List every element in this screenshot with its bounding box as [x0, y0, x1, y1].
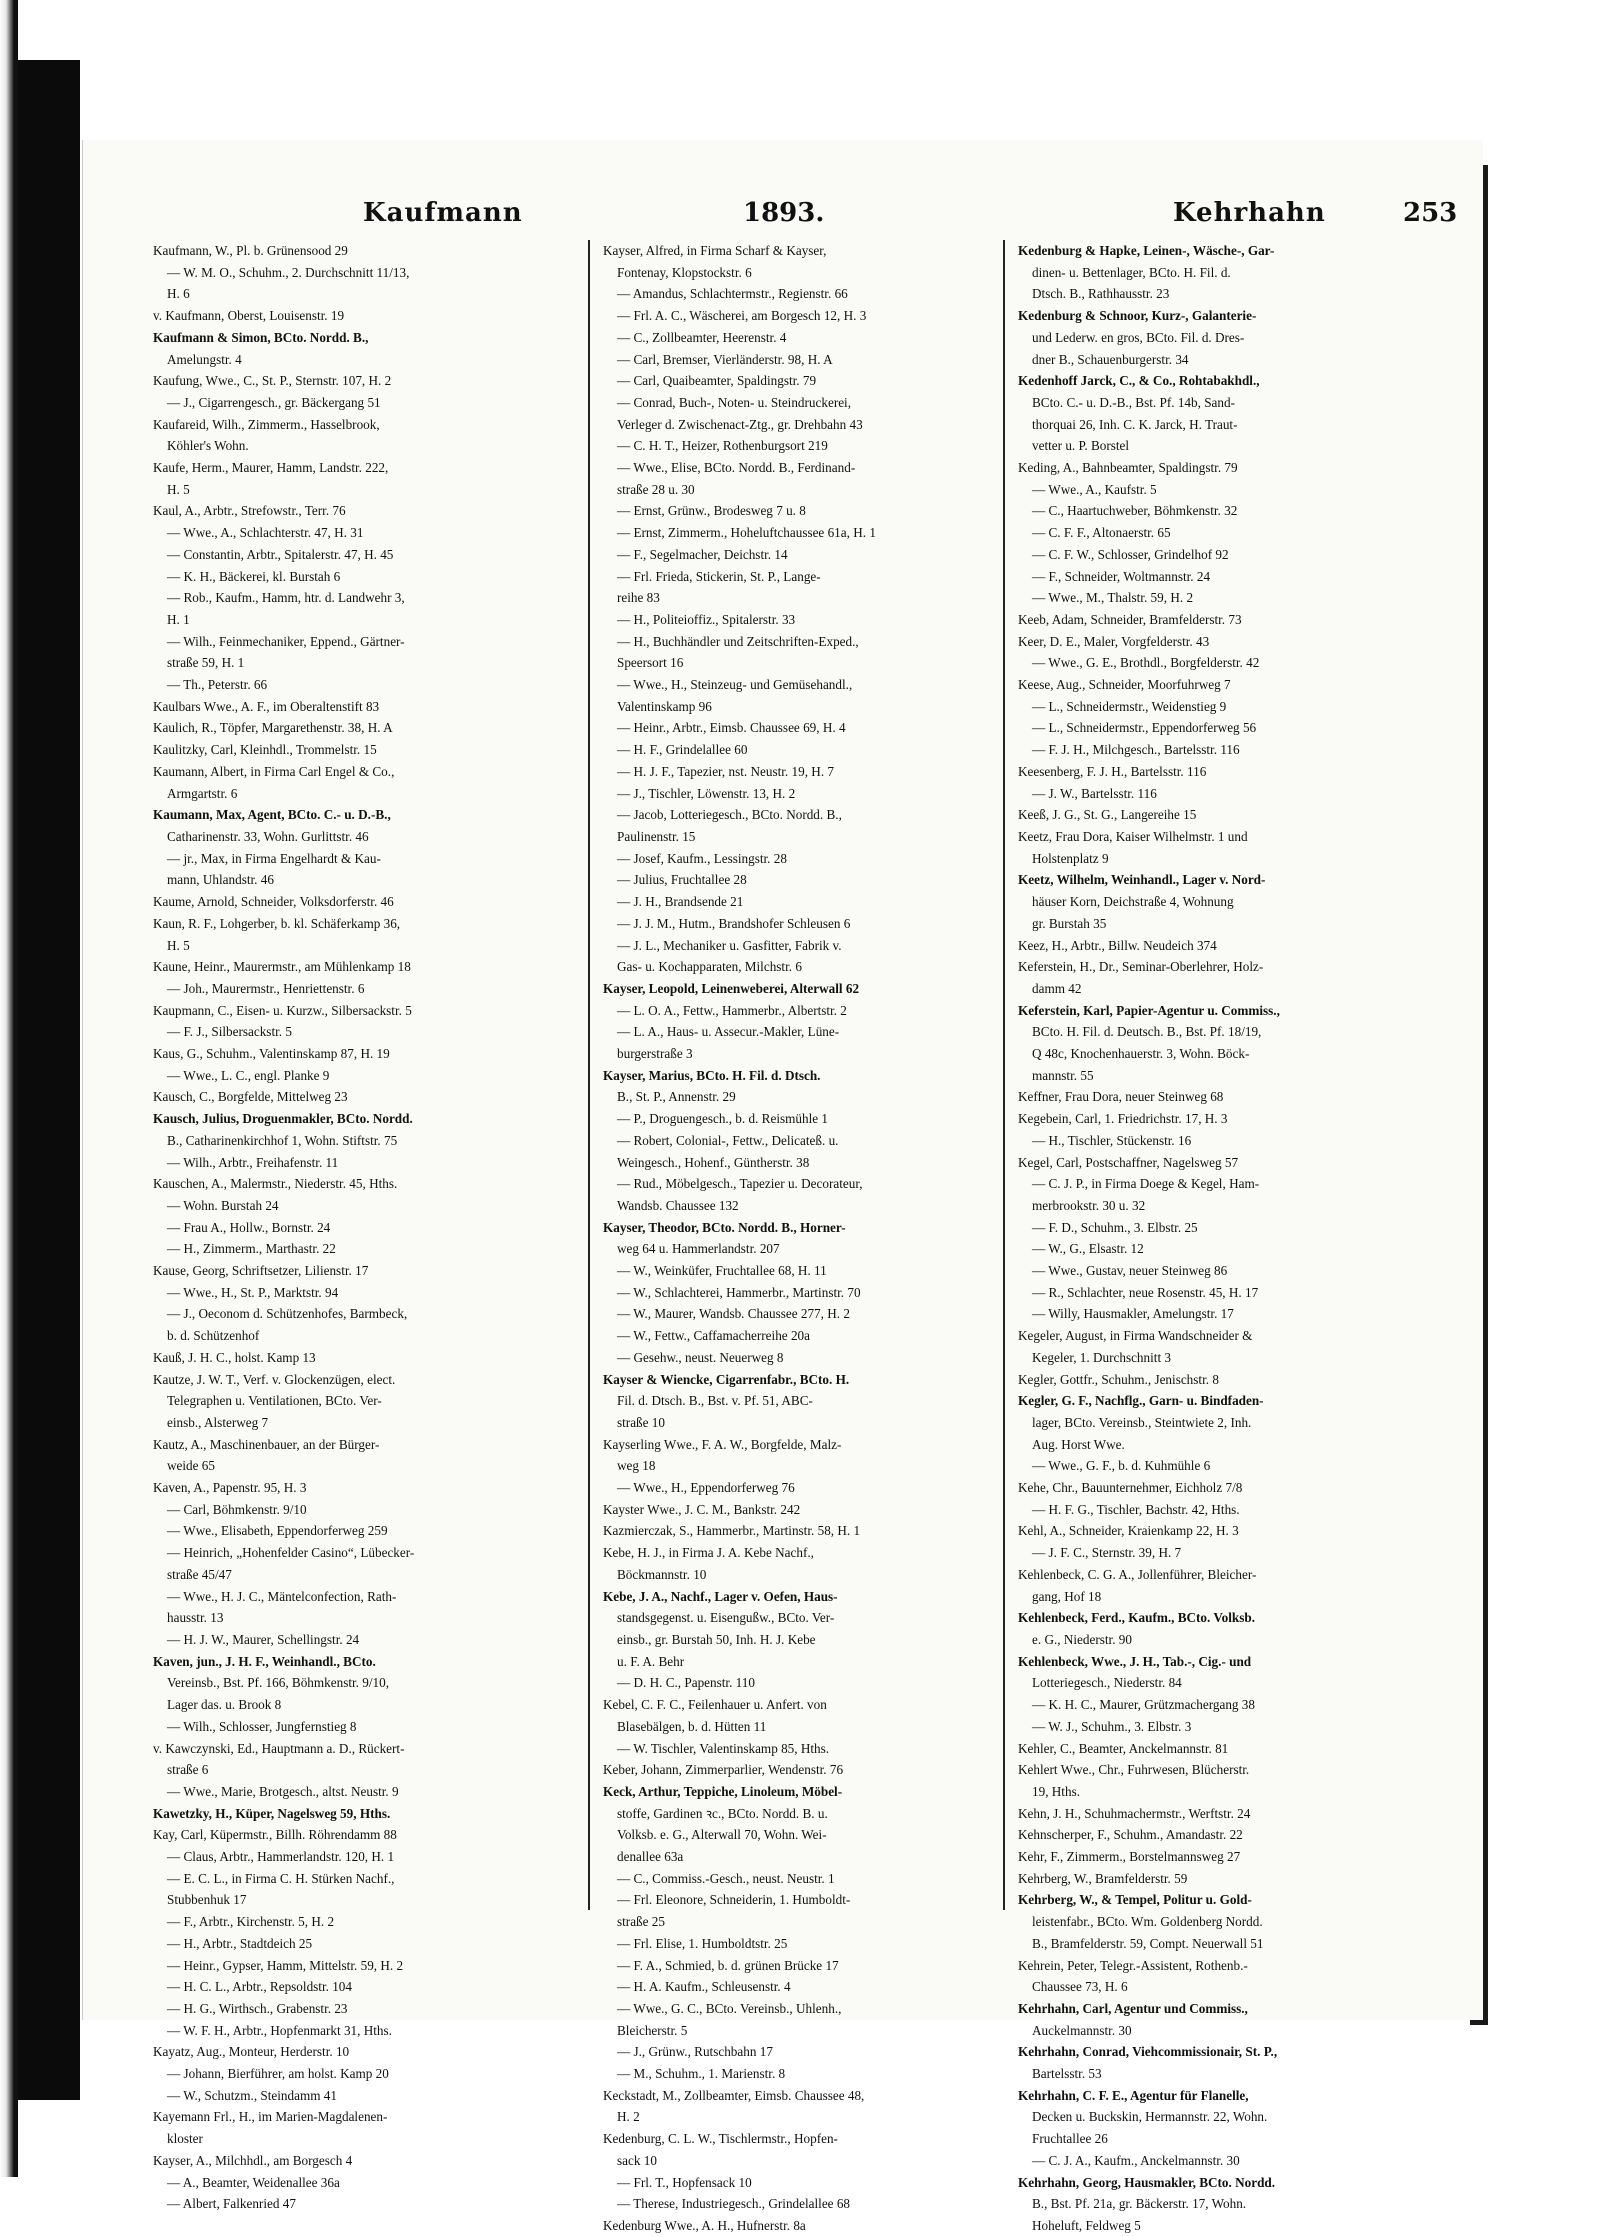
directory-entry: Paulinenstr. 15: [617, 828, 696, 844]
directory-entry: Kebel, C. F. C., Feilenhauer u. Anfert. von: [603, 1697, 827, 1713]
directory-entry: Kaven, A., Papenstr. 95, H. 3: [153, 1480, 307, 1496]
directory-entry: mannstr. 55: [1032, 1067, 1094, 1083]
directory-entry: burgerstraße 3: [617, 1046, 693, 1062]
directory-entry: — Wwe., H., Steinzeug- und Gemüsehandl.,: [617, 677, 853, 693]
directory-entry: — H., Zimmerm., Marthastr. 22: [167, 1241, 336, 1257]
column-2: [603, 240, 1013, 2233]
directory-entry: Kehrhahn, Carl, Agentur und Commiss.,: [1018, 2000, 1248, 2016]
directory-entry: — J. J. M., Hutm., Brandshofer Schleusen 6: [617, 915, 851, 931]
directory-entry: — H. J. F., Tapezier, nst. Neustr. 19, H. 7: [617, 763, 835, 779]
directory-entry: Stubbenhuk 17: [167, 1892, 247, 1908]
directory-entry: Kegebein, Carl, 1. Friedrichstr. 17, H. 3: [1018, 1111, 1228, 1127]
directory-entry: — Gesehw., neust. Neuerweg 8: [617, 1349, 784, 1365]
directory-entry: — W. J., Schuhm., 3. Elbstr. 3: [1032, 1718, 1192, 1734]
directory-entry: — Willy, Hausmakler, Amelungstr. 17: [1032, 1306, 1234, 1322]
directory-entry: Kayser, A., Milchhdl., am Borgesch 4: [153, 2152, 353, 2168]
directory-entry: — Wwe., G. E., Brothdl., Borgfelderstr. 42: [1032, 655, 1260, 671]
directory-entry: — H. F., Grindelallee 60: [617, 742, 748, 758]
directory-entry: Decken u. Buckskin, Hermannstr. 22, Wohn.: [1032, 2109, 1268, 2125]
directory-entry: Amelungstr. 4: [167, 351, 242, 367]
directory-entry: — F. J. H., Milchgesch., Bartelsstr. 116: [1032, 742, 1240, 758]
directory-entry: Kedenburg & Hapke, Leinen-, Wäsche-, Gar-: [1018, 243, 1275, 258]
directory-entry: Kaumann, Albert, in Firma Carl Engel & Co.,: [153, 763, 395, 779]
directory-entry: — J., Cigarrengesch., gr. Bäckergang 51: [167, 394, 381, 410]
directory-entry: — J. L., Mechaniker u. Gasfitter, Fabrik v.: [617, 937, 842, 953]
directory-entry: — Wwe., H., Eppendorferweg 76: [617, 1480, 795, 1496]
header-right-catchword: Kehrhahn: [1173, 198, 1326, 228]
directory-entry: Kaufung, Wwe., C., St. P., Sternstr. 107, H. 2: [153, 373, 392, 389]
directory-entry: Kawetzky, H., Küper, Nagelsweg 59, Hths.: [153, 1805, 391, 1821]
directory-entry: Kehler, C., Beamter, Anckelmannstr. 81: [1018, 1740, 1229, 1756]
directory-entry: Keeß, J. G., St. G., Langereihe 15: [1018, 807, 1197, 823]
directory-entry: standsgegenst. u. Eisengußw., BCto. Ver-: [617, 1610, 835, 1626]
directory-entry: — J., Oeconom d. Schützenhofes, Barmbeck,: [167, 1306, 408, 1322]
directory-entry: Kegel, Carl, Postschaffner, Nagelsweg 57: [1018, 1154, 1239, 1170]
directory-entry: b. d. Schützenhof: [167, 1328, 260, 1344]
directory-entry: Kayserling Wwe., F. A. W., Borgfelde, Malz-: [603, 1436, 842, 1452]
directory-entry: Kautz, A., Maschinenbauer, an der Bürger-: [153, 1436, 380, 1452]
directory-entry: Aug. Horst Wwe.: [1032, 1436, 1125, 1452]
directory-entry: Keetz, Frau Dora, Kaiser Wilhelmstr. 1 und: [1018, 828, 1248, 844]
directory-entry: — Conrad, Buch-, Noten- u. Steindruckerei,: [617, 394, 852, 410]
directory-entry: kloster: [167, 2131, 203, 2147]
directory-entry: — Wilh., Arbtr., Freihafenstr. 11: [167, 1154, 339, 1170]
directory-entry: einsb., gr. Burstah 50, Inh. H. J. Kebe: [617, 1632, 816, 1647]
directory-entry: Kayser & Wiencke, Cigarrenfabr., BCto. H.: [603, 1371, 850, 1387]
directory-entry: Blasebälgen, b. d. Hütten 11: [617, 1718, 767, 1734]
directory-entry: H. 5: [167, 481, 190, 497]
directory-entry: — Wohn. Burstah 24: [167, 1197, 279, 1213]
directory-entry: sack 10: [617, 2152, 657, 2168]
directory-entry: Kaumann, Max, Agent, BCto. C.- u. D.-B.,: [153, 807, 391, 823]
directory-entry: — C., Haartuchweber, Böhmkenstr. 32: [1032, 503, 1238, 519]
directory-entry: stoffe, Gardinen ꝛc., BCto. Nordd. B. u.: [617, 1805, 828, 1821]
directory-entry: — Wilh., Feinmechaniker, Eppend., Gärtner-: [167, 633, 405, 649]
directory-entry: — W. M. O., Schuhm., 2. Durchschnitt 11/13,: [167, 264, 410, 280]
directory-entry: Keck, Arthur, Teppiche, Linoleum, Möbel-: [603, 1783, 843, 1799]
column-3: [1018, 240, 1438, 2233]
directory-entry: — E. C. L., in Firma C. H. Stürken Nachf.,: [167, 1870, 395, 1886]
directory-entry: Kaufmann, W., Pl. b. Grünensood 29: [153, 243, 348, 258]
directory-entry: H. 5: [167, 937, 190, 953]
directory-entry: — W., G., Elsastr. 12: [1032, 1241, 1144, 1257]
directory-entry: Kehrhahn, Conrad, Viehcommissionair, St. P.,: [1018, 2044, 1278, 2060]
column-divider-1: [588, 240, 590, 1910]
directory-entry: Kedenburg Wwe., A. H., Hufnerstr. 8a: [603, 2217, 806, 2233]
directory-entry: — Joh., Maurermstr., Henriettenstr. 6: [167, 980, 365, 996]
directory-entry: — Wwe., H., St. P., Marktstr. 94: [167, 1284, 339, 1300]
directory-entry: — Wwe., Gustav, neuer Steinweg 86: [1032, 1263, 1228, 1279]
directory-entry: — J. H., Brandsende 21: [617, 894, 744, 910]
directory-entry: Kaume, Arnold, Schneider, Volksdorferstr. 46: [153, 894, 394, 910]
directory-entry: — H. J. W., Maurer, Schellingstr. 24: [167, 1632, 360, 1647]
directory-entry: — F., Schneider, Woltmannstr. 24: [1032, 568, 1211, 584]
directory-entry: — Rob., Kaufm., Hamm, htr. d. Landwehr 3,: [167, 590, 405, 606]
directory-entry: — H. G., Wirthsch., Grabenstr. 23: [167, 2000, 348, 2016]
directory-entry: Kehrhahn, C. F. E., Agentur für Flanelle,: [1018, 2087, 1249, 2103]
directory-entry: hausstr. 13: [167, 1610, 224, 1626]
directory-entry: Kehrberg, W., Bramfelderstr. 59: [1018, 1870, 1188, 1886]
directory-entry: — C. F. W., Schlosser, Grindelhof 92: [1032, 546, 1229, 562]
directory-entry: Holstenplatz 9: [1032, 850, 1109, 866]
column-divider-2: [1003, 240, 1005, 1910]
directory-entry: — W., Weinküfer, Fruchtallee 68, H. 11: [617, 1263, 827, 1279]
directory-entry: — Claus, Arbtr., Hammerlandstr. 120, H. 1: [167, 1849, 395, 1865]
directory-entry: — W. F. H., Arbtr., Hopfenmarkt 31, Hths.: [167, 2022, 392, 2038]
directory-entry: Kehe, Chr., Bauunternehmer, Eichholz 7/8: [1018, 1480, 1243, 1496]
directory-entry: Kayster Wwe., J. C. M., Bankstr. 242: [603, 1501, 801, 1517]
directory-entry: — Wwe., Elise, BCto. Nordd. B., Ferdinand-: [617, 460, 856, 476]
directory-entry: Kehlenbeck, Ferd., Kaufm., BCto. Volksb.: [1018, 1610, 1256, 1626]
directory-entry: Kehrhahn, Georg, Hausmakler, BCto. Nordd.: [1018, 2174, 1276, 2190]
directory-entry: Kayser, Leopold, Leinenweberei, Alterwall 62: [603, 980, 860, 996]
directory-entry: Telegraphen u. Ventilationen, BCto. Ver-: [167, 1393, 382, 1409]
directory-entry: Kaupmann, C., Eisen- u. Kurzw., Silbersackstr. 5: [153, 1002, 412, 1018]
directory-entry: — Constantin, Arbtr., Spitalerstr. 47, H. 45: [167, 546, 394, 562]
directory-entry: Keer, D. E., Maler, Vorgfelderstr. 43: [1018, 633, 1210, 649]
directory-entry: — Heinr., Arbtr., Eimsb. Chaussee 69, H. 4: [617, 720, 846, 736]
directory-entry: gang, Hof 18: [1032, 1588, 1102, 1604]
directory-entry: Kebe, J. A., Nachf., Lager v. Oefen, Haus-: [603, 1588, 838, 1604]
directory-entry: Volksb. e. G., Alterwall 70, Wohn. Wei-: [617, 1827, 827, 1843]
directory-entry: Köhler's Wohn.: [167, 438, 249, 454]
directory-entry: B., Catharinenkirchhof 1, Wohn. Stiftstr. 75: [167, 1132, 398, 1148]
directory-entry: mann, Uhlandstr. 46: [167, 872, 274, 888]
directory-entry: — J., Grünw., Rutschbahn 17: [617, 2044, 773, 2060]
directory-entry: 19, Hths.: [1032, 1783, 1080, 1799]
directory-entry: Kehlert Wwe., Chr., Fuhrwesen, Blücherstr.: [1018, 1762, 1250, 1778]
directory-entry: Keferstein, H., Dr., Seminar-Oberlehrer, Holz-: [1018, 959, 1264, 975]
directory-entry: B., Bst. Pf. 21a, gr. Bäckerstr. 17, Wohn.: [1032, 2196, 1247, 2212]
directory-entry: Kehrberg, W., & Tempel, Politur u. Gold-: [1018, 1892, 1252, 1908]
directory-entry: dner B., Schauenburgerstr. 34: [1032, 351, 1189, 367]
directory-entry: B., St. P., Annenstr. 29: [617, 1089, 736, 1105]
directory-entry: H. 1: [167, 611, 190, 627]
directory-entry: — H. C. L., Arbtr., Repsoldstr. 104: [167, 1979, 352, 1995]
directory-entry: — C., Commiss.-Gesch., neust. Neustr. 1: [617, 1870, 835, 1886]
directory-entry: B., Bramfelderstr. 59, Compt. Neuerwall 51: [1032, 1935, 1264, 1951]
directory-entry: Keffner, Frau Dora, neuer Steinweg 68: [1018, 1089, 1224, 1105]
directory-entry: Kegler, Gottfr., Schuhm., Jenischstr. 8: [1018, 1371, 1219, 1387]
directory-entry: — Carl, Bremser, Vierländerstr. 98, H. A: [617, 351, 833, 367]
directory-entry: Dtsch. B., Rathhausstr. 23: [1032, 286, 1170, 302]
directory-entry: — Heinrich, „Hohenfelder Casino“, Lübecker-: [167, 1545, 415, 1561]
directory-entry: — Johann, Bierführer, am holst. Kamp 20: [167, 2066, 389, 2082]
directory-entry: — Frl. A. C., Wäscherei, am Borgesch 12, H. 3: [617, 308, 867, 324]
directory-entry: Kaul, A., Arbtr., Strefowstr., Terr. 76: [153, 503, 346, 519]
directory-entry: Kedenhoff Jarck, C., & Co., Rohtabakhdl.,: [1018, 373, 1260, 389]
directory-entry: — Wwe., Marie, Brotgesch., altst. Neustr. 9: [167, 1783, 399, 1799]
directory-entry: Kaufe, Herm., Maurer, Hamm, Landstr. 222,: [153, 460, 389, 476]
directory-entry: Kayatz, Aug., Monteur, Herderstr. 10: [153, 2044, 350, 2060]
header-left-catchword: Kaufmann: [363, 198, 523, 228]
directory-entry: — Wwe., Elisabeth, Eppendorferweg 259: [167, 1523, 388, 1539]
directory-entry: thorquai 26, Inh. C. K. Jarck, H. Traut-: [1032, 416, 1238, 432]
directory-entry: — L., Schneidermstr., Eppendorferweg 56: [1032, 720, 1257, 736]
directory-entry: Keese, Aug., Schneider, Moorfuhrweg 7: [1018, 677, 1231, 693]
directory-entry: — Frl. Eleonore, Schneiderin, 1. Humboldt-: [617, 1892, 851, 1908]
directory-entry: — M., Schuhm., 1. Marienstr. 8: [617, 2066, 786, 2082]
directory-entry: — Wwe., G. C., BCto. Vereinsb., Uhlenh.,: [617, 2000, 842, 2016]
directory-entry: Keesenberg, F. J. H., Bartelsstr. 116: [1018, 763, 1207, 779]
directory-entry: — Wwe., H. J. C., Mäntelconfection, Rath-: [167, 1588, 397, 1604]
directory-entry: — Wilh., Schlosser, Jungfernstieg 8: [167, 1718, 357, 1734]
directory-entry: Kausch, C., Borgfelde, Mittelweg 23: [153, 1089, 348, 1105]
directory-entry: — L., Schneidermstr., Weidenstieg 9: [1032, 698, 1227, 714]
directory-entry: — P., Droguengesch., b. d. Reismühle 1: [617, 1111, 828, 1127]
directory-entry: — F. D., Schuhm., 3. Elbstr. 25: [1032, 1219, 1198, 1235]
directory-entry: häuser Korn, Deichstraße 4, Wohnung: [1032, 894, 1234, 910]
directory-entry: Weingesch., Hohenf., Güntherstr. 38: [617, 1154, 810, 1170]
directory-entry: — C., Zollbeamter, Heerenstr. 4: [617, 329, 787, 345]
directory-entry: Kehl, A., Schneider, Kraienkamp 22, H. 3: [1018, 1523, 1239, 1539]
directory-entry: einsb., Alsterweg 7: [167, 1414, 269, 1430]
directory-entry: — W., Maurer, Wandsb. Chaussee 277, H. 2: [617, 1306, 850, 1322]
directory-entry: — H., Arbtr., Stadtdeich 25: [167, 1935, 313, 1951]
directory-entry: — H. F. G., Tischler, Bachstr. 42, Hths.: [1032, 1501, 1240, 1517]
directory-entry: straße 45/47: [167, 1566, 232, 1582]
directory-entry: — Wwe., L. C., engl. Planke 9: [167, 1067, 330, 1083]
directory-entry: — Th., Peterstr. 66: [167, 677, 268, 693]
directory-entry: Kedenburg, C. L. W., Tischlermstr., Hopfen-: [603, 2131, 838, 2147]
directory-entry: — H., Politeioffiz., Spitalerstr. 33: [617, 611, 796, 627]
directory-entry: Speersort 16: [617, 655, 684, 671]
directory-entry: Gas- u. Kochapparaten, Milchstr. 6: [617, 959, 802, 975]
directory-entry: Kehlenbeck, Wwe., J. H., Tab.-, Cig.- und: [1018, 1653, 1252, 1669]
directory-entry: — A., Beamter, Weidenallee 36a: [167, 2174, 340, 2190]
directory-entry: Kayser, Theodor, BCto. Nordd. B., Horner-: [603, 1219, 846, 1235]
directory-entry: Kaulbars Wwe., A. F., im Oberaltenstift 83: [153, 698, 380, 714]
directory-entry: — C. J. A., Kaufm., Anckelmannstr. 30: [1032, 2152, 1240, 2168]
directory-entry: Vereinsb., Bst. Pf. 166, Böhmkenstr. 9/10,: [167, 1675, 389, 1691]
directory-entry: — K. H., Bäckerei, kl. Burstah 6: [167, 568, 341, 584]
directory-entry: — Rud., Möbelgesch., Tapezier u. Decorateur,: [617, 1176, 863, 1192]
directory-entry: Kayemann Frl., H., im Marien-Magdalenen-: [153, 2109, 388, 2125]
directory-entry: Bleicherstr. 5: [617, 2022, 688, 2038]
directory-entry: — Albert, Falkenried 47: [167, 2196, 296, 2212]
directory-entry: — L. A., Haus- u. Assecur.-Makler, Lüne-: [617, 1024, 840, 1040]
directory-entry: Keez, H., Arbtr., Billw. Neudeich 374: [1018, 937, 1217, 953]
directory-entry: — H., Buchhändler und Zeitschriften-Exped.,: [617, 633, 859, 649]
directory-entry: — J., Tischler, Löwenstr. 13, H. 2: [617, 785, 796, 801]
directory-entry: Kay, Carl, Küpermstr., Billh. Röhrendamm 88: [153, 1827, 397, 1843]
directory-entry: Valentinskamp 96: [617, 698, 712, 714]
directory-entry: — Ernst, Zimmerm., Hoheluftchaussee 61a, H. 1: [617, 525, 876, 541]
directory-entry: — Robert, Colonial-, Fettw., Delicateß. u.: [617, 1132, 839, 1148]
directory-entry: weg 18: [617, 1458, 656, 1474]
directory-entry: Kauschen, A., Malermstr., Niederstr. 45, Hths.: [153, 1176, 398, 1192]
directory-entry: — Julius, Fruchtallee 28: [617, 872, 747, 888]
directory-entry: Kautze, J. W. T., Verf. v. Glockenzügen, elect.: [153, 1371, 396, 1387]
header-year: 1893.: [743, 198, 825, 228]
column-1: [153, 240, 563, 2212]
directory-entry: Kegeler, August, in Firma Wandschneider &: [1018, 1328, 1253, 1344]
directory-entry: reihe 83: [617, 590, 660, 606]
directory-entry: — Frl. Elise, 1. Humboldtstr. 25: [617, 1935, 788, 1951]
directory-entry: Kayser, Marius, BCto. H. Fil. d. Dtsch.: [603, 1067, 821, 1083]
facing-page-edge: [18, 60, 80, 2100]
directory-entry: Kaven, jun., J. H. F., Weinhandl., BCto.: [153, 1653, 376, 1669]
directory-entry: — Carl, Quaibeamter, Spaldingstr. 79: [617, 373, 817, 389]
directory-entry: — Wwe., G. F., b. d. Kuhmühle 6: [1032, 1458, 1211, 1474]
directory-entry: — J. F. C., Sternstr. 39, H. 7: [1032, 1545, 1182, 1561]
directory-entry: und Lederw. en gros, BCto. Fil. d. Dres-: [1032, 329, 1245, 345]
directory-entry: Lotteriegesch., Niederstr. 84: [1032, 1675, 1182, 1691]
directory-entry: Hoheluft, Feldweg 5: [1032, 2217, 1141, 2233]
directory-entry: Kebe, H. J., in Firma J. A. Kebe Nachf.,: [603, 1545, 814, 1561]
directory-entry: Kaufmann & Simon, BCto. Nordd. B.,: [153, 329, 369, 345]
directory-entry: Fil. d. Dtsch. B., Bst. v. Pf. 51, ABC-: [617, 1393, 813, 1409]
directory-entry: Wandsb. Chaussee 132: [617, 1197, 739, 1213]
directory-entry: Böckmannstr. 10: [617, 1566, 707, 1582]
directory-entry: Kaulitzky, Carl, Kleinhdl., Trommelstr. 15: [153, 742, 377, 758]
directory-entry: — J. W., Bartelsstr. 116: [1032, 785, 1157, 801]
directory-entry: — W., Schutzm., Steindamm 41: [167, 2087, 337, 2103]
directory-entry: Kaun, R. F., Lohgerber, b. kl. Schäferkamp 36,: [153, 915, 401, 931]
directory-entry: — Heinr., Gypser, Hamm, Mittelstr. 59, H. 2: [167, 1957, 404, 1973]
directory-entry: denallee 63a: [617, 1849, 684, 1865]
directory-entry: leistenfabr., BCto. Wm. Goldenberg Nordd.: [1032, 1914, 1263, 1930]
directory-entry: — F., Segelmacher, Deichstr. 14: [617, 546, 788, 562]
directory-entry: Verleger d. Zwischenact-Ztg., gr. Drehbahn 43: [617, 416, 863, 432]
directory-entry: — F. J., Silbersackstr. 5: [167, 1024, 292, 1040]
directory-entry: Q 48c, Knochenhauerstr. 3, Wohn. Böck-: [1032, 1046, 1250, 1062]
directory-entry: Keferstein, Karl, Papier-Agentur u. Commiss.,: [1018, 1002, 1280, 1018]
directory-entry: u. F. A. Behr: [617, 1653, 685, 1669]
directory-entry: Kausch, Julius, Droguenmakler, BCto. Nordd.: [153, 1111, 413, 1127]
directory-entry: — Carl, Böhmkenstr. 9/10: [167, 1501, 307, 1517]
directory-entry: — C. J. P., in Firma Doege & Kegel, Ham-: [1032, 1176, 1260, 1192]
directory-entry: Catharinenstr. 33, Wohn. Gurlittstr. 46: [167, 828, 369, 844]
directory-entry: Fontenay, Klopstockstr. 6: [617, 264, 752, 280]
directory-entry: lager, BCto. Vereinsb., Steintwiete 2, Inh.: [1032, 1414, 1252, 1430]
directory-entry: — H., Tischler, Stückenstr. 16: [1032, 1132, 1192, 1148]
directory-entry: Kazmierczak, S., Hammerbr., Martinstr. 58, H. 1: [603, 1523, 861, 1539]
directory-entry: — W. Tischler, Valentinskamp 85, Hths.: [617, 1740, 830, 1756]
directory-entry: straße 59, H. 1: [167, 655, 245, 671]
directory-entry: Kaufareid, Wilh., Zimmerm., Hasselbrook,: [153, 416, 380, 432]
directory-entry: Kehlenbeck, C. G. A., Jollenführer, Bleicher-: [1018, 1566, 1257, 1582]
directory-entry: H. 2: [617, 2109, 640, 2125]
directory-entry: Kehnscherper, F., Schuhm., Amandastr. 22: [1018, 1827, 1243, 1843]
directory-entry: vetter u. P. Borstel: [1032, 438, 1130, 454]
directory-entry: — F. A., Schmied, b. d. grünen Brücke 17: [617, 1957, 839, 1973]
directory-entry: BCto. C.- u. D.-B., Bst. Pf. 14b, Sand-: [1032, 394, 1235, 410]
directory-entry: Kayser, Alfred, in Firma Scharf & Kayser,: [603, 243, 827, 258]
directory-entry: weide 65: [167, 1458, 215, 1474]
directory-entry: Bartelsstr. 53: [1032, 2066, 1102, 2082]
directory-entry: — Ernst, Grünw., Brodesweg 7 u. 8: [617, 503, 806, 519]
directory-entry: Kause, Georg, Schriftsetzer, Lilienstr. 17: [153, 1263, 369, 1279]
directory-entry: Chaussee 73, H. 6: [1032, 1979, 1128, 1995]
directory-entry: Lager das. u. Brook 8: [167, 1697, 282, 1713]
directory-entry: Kehr, F., Zimmerm., Borstelmannsweg 27: [1018, 1849, 1241, 1865]
directory-entry: — F., Arbtr., Kirchenstr. 5, H. 2: [167, 1914, 335, 1930]
page-number: 253: [1403, 198, 1458, 228]
directory-page: [82, 140, 1483, 2233]
directory-entry: Keber, Johann, Zimmerparlier, Wendenstr. 76: [603, 1762, 844, 1778]
directory-entry: — D. H. C., Papenstr. 110: [617, 1675, 755, 1691]
directory-entry: Keeb, Adam, Schneider, Bramfelderstr. 73: [1018, 611, 1242, 627]
directory-entry: — C. H. T., Heizer, Rothenburgsort 219: [617, 438, 828, 454]
directory-entry: Kauß, J. H. C., holst. Kamp 13: [153, 1349, 316, 1365]
directory-entry: — L. O. A., Fettw., Hammerbr., Albertstr. 2: [617, 1002, 847, 1018]
directory-entry: Armgartstr. 6: [167, 785, 238, 801]
directory-entry: Keckstadt, M., Zollbeamter, Eimsb. Chaussee 48,: [603, 2087, 865, 2103]
directory-entry: — K. H. C., Maurer, Grützmachergang 38: [1032, 1697, 1255, 1713]
directory-entry: — Josef, Kaufm., Lessingstr. 28: [617, 850, 787, 866]
directory-entry: Auckelmannstr. 30: [1032, 2022, 1132, 2038]
directory-entry: Kegler, G. F., Nachflg., Garn- u. Bindfaden-: [1018, 1393, 1264, 1409]
directory-entry: — H. A. Kaufm., Schleusenstr. 4: [617, 1979, 791, 1995]
directory-entry: damm 42: [1032, 980, 1082, 996]
directory-entry: straße 10: [617, 1414, 665, 1430]
directory-entry: Keetz, Wilhelm, Weinhandl., Lager v. Nord-: [1018, 872, 1266, 888]
directory-entry: Kaulich, R., Töpfer, Margarethenstr. 38, H. A: [153, 720, 393, 736]
directory-entry: — Amandus, Schlachtermstr., Regienstr. 66: [617, 286, 848, 302]
directory-entry: — W., Schlachterei, Hammerbr., Martinstr. 70: [617, 1284, 861, 1300]
directory-entry: — Wwe., A., Schlachterstr. 47, H. 31: [167, 525, 364, 541]
directory-entry: straße 25: [617, 1914, 665, 1930]
directory-entry: Keding, A., Bahnbeamter, Spaldingstr. 79: [1018, 460, 1238, 476]
directory-entry: — Wwe., A., Kaufstr. 5: [1032, 481, 1157, 497]
directory-entry: — Frau A., Hollw., Bornstr. 24: [167, 1219, 331, 1235]
directory-entry: gr. Burstah 35: [1032, 915, 1107, 931]
directory-entry: H. 6: [167, 286, 190, 302]
directory-entry: e. G., Niederstr. 90: [1032, 1632, 1132, 1647]
directory-entry: — Frl. Frieda, Stickerin, St. P., Lange-: [617, 568, 821, 584]
directory-entry: Kaune, Heinr., Maurermstr., am Mühlenkamp 18: [153, 959, 411, 975]
running-header: [143, 198, 1458, 238]
directory-entry: — W., Fettw., Caffamacherreihe 20a: [617, 1328, 810, 1344]
directory-entry: merbrookstr. 30 u. 32: [1032, 1197, 1146, 1213]
binding-shadow: [0, 0, 18, 2177]
directory-entry: — Frl. T., Hopfensack 10: [617, 2174, 752, 2190]
directory-entry: — C. F. F., Altonaerstr. 65: [1032, 525, 1171, 541]
directory-entry: — R., Schlachter, neue Rosenstr. 45, H. 17: [1032, 1284, 1259, 1300]
directory-entry: — jr., Max, in Firma Engelhardt & Kau-: [167, 850, 381, 866]
directory-entry: — Wwe., M., Thalstr. 59, H. 2: [1032, 590, 1194, 606]
directory-entry: Kaus, G., Schuhm., Valentinskamp 87, H. 19: [153, 1046, 390, 1062]
directory-entry: Kehn, J. H., Schuhmachermstr., Werftstr. 24: [1018, 1805, 1251, 1821]
directory-entry: v. Kaufmann, Oberst, Louisenstr. 19: [153, 308, 345, 324]
directory-entry: straße 6: [167, 1762, 209, 1778]
directory-entry: Kehrein, Peter, Telegr.-Assistent, Rothenb.-: [1018, 1957, 1248, 1973]
directory-entry: — Jacob, Lotteriegesch., BCto. Nordd. B.,: [617, 807, 842, 823]
directory-entry: Kedenburg & Schnoor, Kurz-, Galanterie-: [1018, 308, 1257, 324]
directory-entry: straße 28 u. 30: [617, 481, 695, 497]
directory-entry: Fruchtallee 26: [1032, 2131, 1108, 2147]
directory-entry: BCto. H. Fil. d. Deutsch. B., Bst. Pf. 18/19,: [1032, 1024, 1262, 1040]
directory-entry: — Therese, Industriegesch., Grindelallee 68: [617, 2196, 851, 2212]
directory-entry: weg 64 u. Hammerlandstr. 207: [617, 1241, 780, 1257]
directory-entry: Kegeler, 1. Durchschnitt 3: [1032, 1349, 1171, 1365]
directory-entry: v. Kawczynski, Ed., Hauptmann a. D., Rückert-: [153, 1740, 405, 1756]
directory-entry: dinen- u. Bettenlager, BCto. H. Fil. d.: [1032, 264, 1231, 280]
